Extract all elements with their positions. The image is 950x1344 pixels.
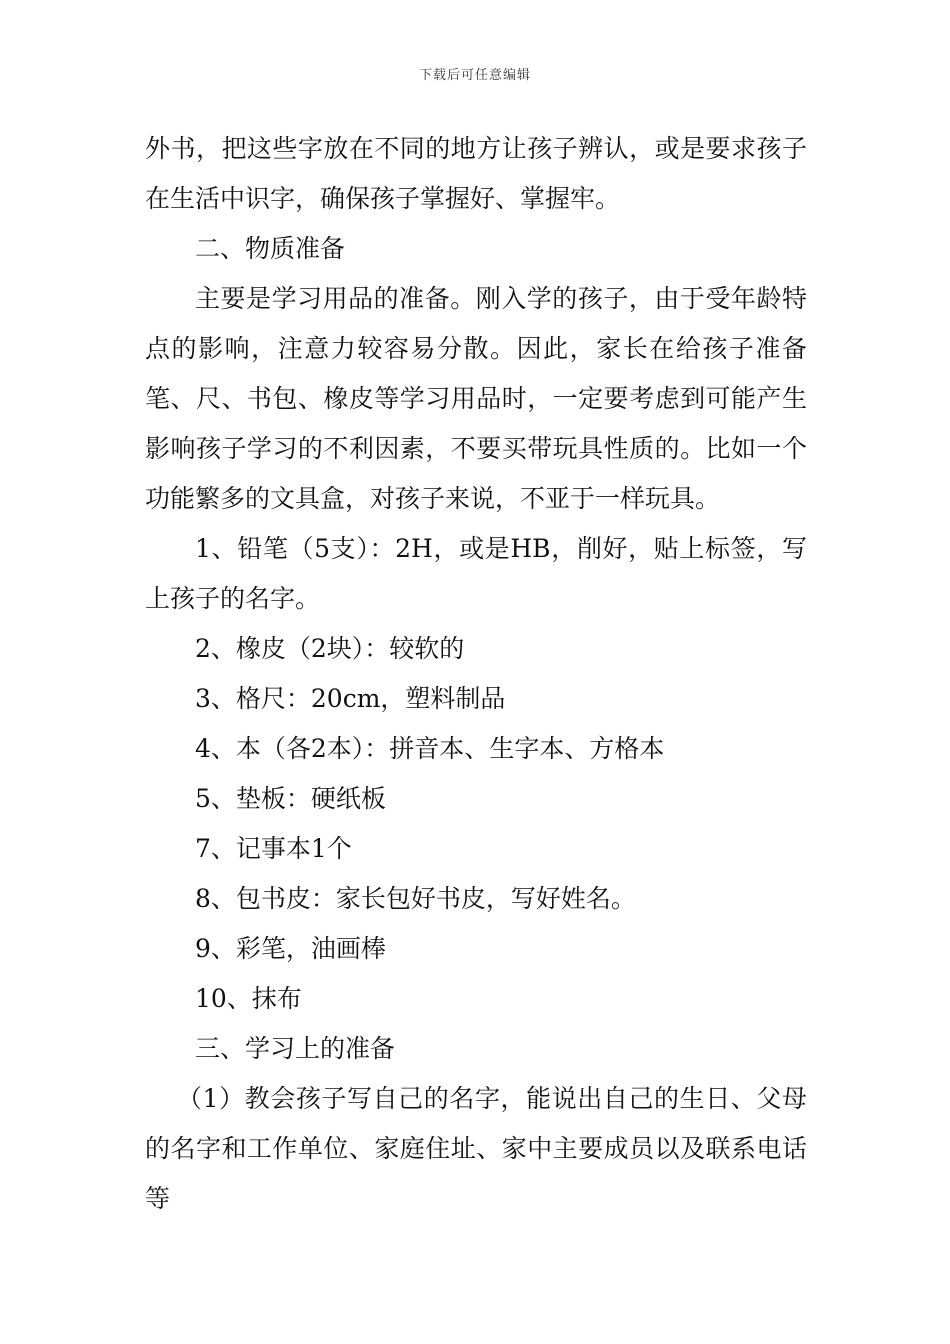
section-heading-study: 三、学习上的准备: [195, 1034, 396, 1063]
list-item-notepad: 7、记事本1个: [195, 834, 352, 863]
list-item-book-cover: 8、包书皮：家长包好书皮，写好姓名。: [195, 884, 636, 913]
page-header: 下载后可任意编辑: [418, 68, 531, 83]
document-body: [145, 124, 807, 1224]
list-item-notebooks: 4、本（各2本）：拼音本、生字本、方格本: [195, 734, 665, 763]
section-heading-material: 二、物质准备: [195, 234, 346, 263]
list-item-eraser: 2、橡皮（2块）：较软的: [195, 634, 465, 663]
list-item-ruler: 3、格尺：20cm，塑料制品: [195, 684, 506, 713]
list-item-cloth: 10、抹布: [195, 984, 302, 1013]
paragraph-supplies-intro: 主要是学习用品的准备。刚入学的孩子，由于受年龄特点的影响，注意力较容易分散。因此，家长在给孩子准备笔、尺、书包、橡皮等学习用品时，一定要考虑到可能产生影响孩子学习的不利因素，不要买带玩具性质的。比如一个功能繁多的文具盒，对孩子来说，不亚于一样玩具。: [145, 284, 807, 513]
list-item-crayons: 9、彩笔，油画棒: [195, 934, 386, 963]
list-item-pad: 5、垫板：硬纸板: [195, 784, 386, 813]
list-item-pencils: 1、铅笔（5支）：2H，或是HB，削好，贴上标签，写上孩子的名字。: [145, 534, 807, 613]
paragraph-study-item-1: （1）教会孩子写自己的名字，能说出自己的生日、父母的名字和工作单位、家庭住址、家中主要成员以及联系电话等: [145, 1084, 807, 1213]
paragraph-continuation: 外书，把这些字放在不同的地方让孩子辨认，或是要求孩子在生活中识字，确保孩子掌握好、掌握牢。: [145, 134, 807, 213]
